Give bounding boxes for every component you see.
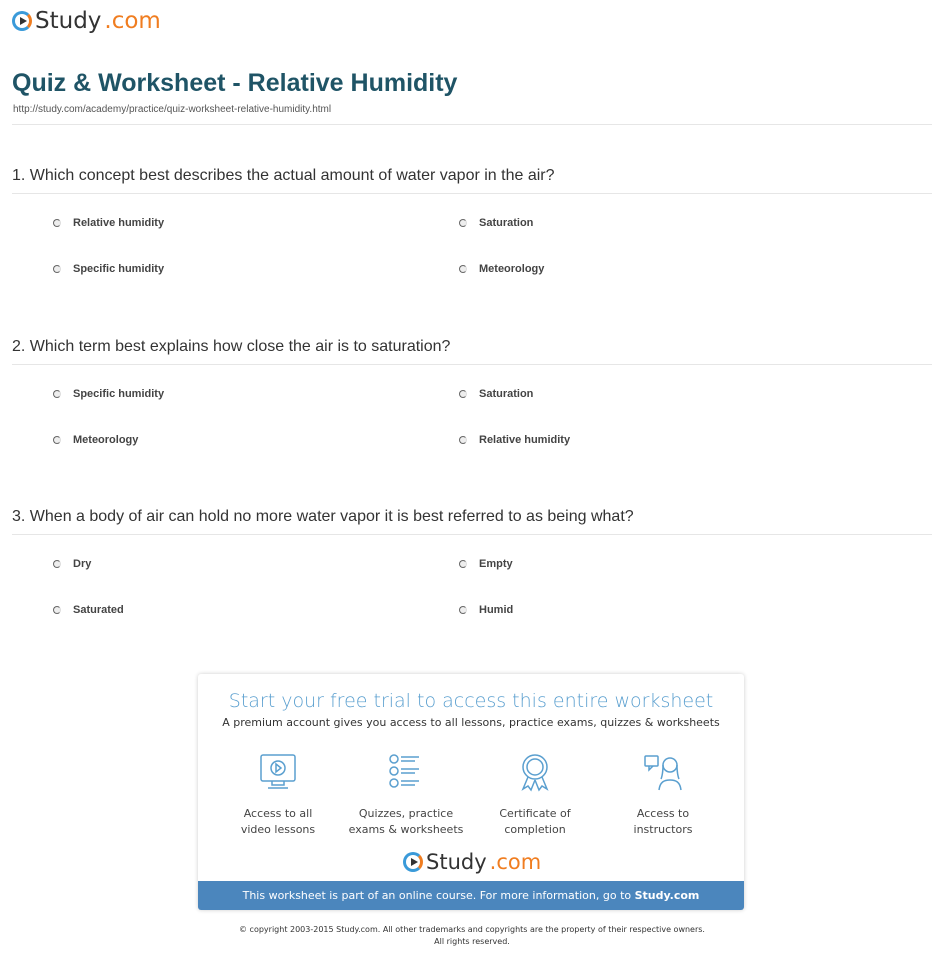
option-label: Saturated xyxy=(73,604,124,616)
instructor-icon xyxy=(643,752,683,792)
answer-option[interactable] xyxy=(73,558,91,570)
radio-button[interactable] xyxy=(459,219,467,227)
feature-label: Certificate of xyxy=(499,807,571,820)
course-info-bar xyxy=(198,881,744,910)
video-lesson-icon xyxy=(258,752,298,792)
answer-option[interactable] xyxy=(73,604,124,616)
radio-button[interactable] xyxy=(53,219,61,227)
logo-text: Study xyxy=(35,8,102,34)
answer-option[interactable] xyxy=(73,217,164,229)
radio-button[interactable] xyxy=(459,560,467,568)
radio-button[interactable] xyxy=(53,560,61,568)
play-icon xyxy=(12,11,32,31)
study-logo[interactable] xyxy=(12,8,161,34)
option-label: Specific humidity xyxy=(73,263,165,275)
option-label: Saturation xyxy=(479,388,534,400)
radio-button[interactable] xyxy=(53,390,61,398)
option-label: Empty xyxy=(479,558,513,570)
option-label: Dry xyxy=(73,558,92,570)
answer-option[interactable] xyxy=(479,263,544,275)
option-label: Humid xyxy=(479,604,514,616)
feature-video xyxy=(213,752,343,838)
answer-option[interactable] xyxy=(479,217,533,229)
promo-study-logo[interactable] xyxy=(403,850,541,874)
option-label: Specific humidity xyxy=(73,388,165,400)
radio-button[interactable] xyxy=(53,606,61,614)
logo-tld: .com xyxy=(104,8,161,34)
option-label: Meteorology xyxy=(73,434,139,446)
answer-option[interactable] xyxy=(73,434,138,446)
answer-option[interactable] xyxy=(73,263,164,275)
option-label: Saturation xyxy=(479,217,534,229)
divider xyxy=(12,364,932,365)
question-text: 2. Which term best explains how close the air is to saturation? xyxy=(12,338,451,355)
copyright: © copyright 2003-2015 Study.com. All other trademarks and copyrights are the property of their respective owners. xyxy=(239,925,705,934)
footer xyxy=(0,924,944,948)
feature-certificate xyxy=(470,752,600,838)
radio-button[interactable] xyxy=(459,606,467,614)
rights: All rights reserved. xyxy=(434,937,510,946)
answer-option[interactable] xyxy=(479,558,513,570)
divider xyxy=(12,124,932,125)
bar-text: This worksheet is part of an online course. For more information, go to xyxy=(242,889,635,902)
radio-button[interactable] xyxy=(459,436,467,444)
feature-label: Access to all xyxy=(243,807,313,820)
logo-tld: .com xyxy=(489,850,542,874)
feature-label: instructors xyxy=(633,823,693,836)
logo-text: Study xyxy=(426,850,487,874)
divider xyxy=(12,534,932,535)
answer-option[interactable] xyxy=(479,434,570,446)
radio-button[interactable] xyxy=(53,265,61,273)
feature-quizzes xyxy=(341,752,471,838)
answer-option[interactable] xyxy=(479,604,513,616)
promo-subtitle: A premium account gives you access to all lessons, practice exams, quizzes & worksheets xyxy=(222,716,720,729)
feature-label: completion xyxy=(504,823,566,836)
promo-title[interactable]: Start your free trial to access this entire worksheet xyxy=(228,690,714,712)
quiz-list-icon xyxy=(386,752,426,792)
option-label: Relative humidity xyxy=(479,434,571,446)
study-link[interactable]: Study.com xyxy=(634,889,700,902)
divider xyxy=(12,193,932,194)
certificate-icon xyxy=(515,752,555,792)
option-label: Relative humidity xyxy=(73,217,165,229)
question-text: 3. When a body of air can hold no more water vapor it is best referred to as being what? xyxy=(12,508,634,525)
play-icon xyxy=(403,852,423,872)
option-label: Meteorology xyxy=(479,263,545,275)
page-title: Quiz & Worksheet - Relative Humidity xyxy=(12,69,458,97)
radio-button[interactable] xyxy=(459,390,467,398)
radio-button[interactable] xyxy=(459,265,467,273)
trial-promo xyxy=(198,674,744,910)
feature-label: video lessons xyxy=(240,823,316,836)
question-text: 1. Which concept best describes the actual amount of water vapor in the air? xyxy=(12,167,555,184)
answer-option[interactable] xyxy=(479,388,533,400)
page-url: http://study.com/academy/practice/quiz-worksheet-relative-humidity.html xyxy=(13,104,332,115)
feature-label: exams & worksheets xyxy=(348,823,464,836)
feature-label: Quizzes, practice xyxy=(358,807,454,820)
feature-instructors xyxy=(598,752,728,838)
radio-button[interactable] xyxy=(53,436,61,444)
answer-option[interactable] xyxy=(73,388,164,400)
feature-label: Access to xyxy=(636,807,690,820)
